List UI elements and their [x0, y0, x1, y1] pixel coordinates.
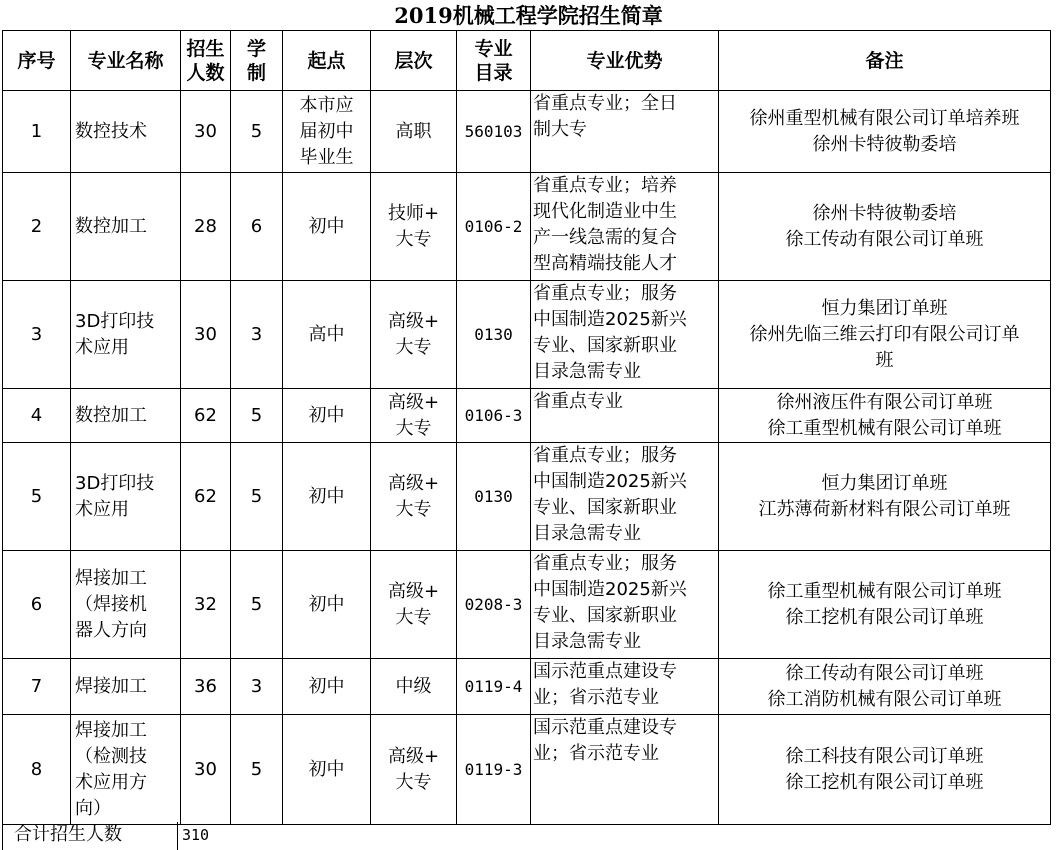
header-cell: [719, 31, 1051, 91]
cell-count: 30: [181, 281, 231, 389]
cell-line: 徐工挖机有限公司订单班: [785, 771, 984, 793]
cell-line: 省重点专业；培养: [533, 175, 677, 196]
cell-line: 专业、国家新职业: [533, 605, 677, 626]
cell-start: [283, 281, 371, 389]
cell-level: [371, 551, 457, 659]
cell-line: 大专: [395, 228, 432, 250]
cell-line: 目录急需专业: [533, 361, 641, 382]
cell-note: [719, 389, 1051, 443]
cell-line: 省重点专业；服务: [533, 445, 677, 466]
cell-no: 6: [3, 551, 71, 659]
header-cell: [371, 31, 457, 91]
table-row: [3, 443, 1051, 551]
cell-line: 徐工重型机械有限公司订单班: [767, 417, 1002, 439]
cell-years: 5: [231, 389, 283, 443]
cell-line: 毕业生: [299, 146, 354, 168]
cell-code: 0106-2: [457, 173, 531, 281]
admissions-table: [2, 30, 1051, 825]
cell-line: 徐工消防机械有限公司订单班: [767, 688, 1002, 710]
cell-line: 现代化制造业中生: [533, 201, 677, 222]
header-cell: [3, 31, 71, 91]
table-row: [3, 659, 1051, 715]
header-text: 专业: [474, 37, 513, 60]
cell-line: 技师+: [387, 202, 440, 224]
cell-line: （焊接机: [75, 593, 147, 615]
cell-no: 2: [3, 173, 71, 281]
cell-no: 5: [3, 443, 71, 551]
cell-line: 徐州重型机械有限公司订单培养班: [749, 107, 1020, 129]
cell-years: 5: [231, 715, 283, 825]
cell-line: 大专: [395, 771, 432, 793]
cell-count: 28: [181, 173, 231, 281]
table-row: [3, 91, 1051, 173]
header-text: 序号: [17, 49, 56, 72]
cell-line: 本市应: [299, 94, 354, 116]
cell-line: 专业、国家新职业: [533, 497, 677, 518]
cell-start: [283, 551, 371, 659]
cell-note: [719, 659, 1051, 715]
cell-line: 高级+: [387, 472, 440, 494]
cell-years: 6: [231, 173, 283, 281]
cell-line: 高职: [395, 120, 432, 142]
cell-count: 62: [181, 389, 231, 443]
cell-line: 徐工科技有限公司订单班: [785, 745, 984, 767]
cell-note: [719, 715, 1051, 825]
cell-no: 4: [3, 389, 71, 443]
cell-start: [283, 173, 371, 281]
cell-line: 3D打印技: [75, 472, 155, 494]
table-row: [3, 551, 1051, 659]
cell-line: 大专: [395, 498, 432, 520]
cell-line: 业；省示范专业: [533, 743, 659, 764]
cell-line: 初中: [308, 485, 345, 507]
cell-code: 0208-3: [457, 551, 531, 659]
cell-line: 省重点专业: [533, 391, 623, 412]
cell-line: 高级+: [387, 310, 440, 332]
cell-level: [371, 389, 457, 443]
cell-line: 向）: [75, 797, 111, 819]
cell-line: 中国制造2025新兴: [533, 579, 687, 600]
table-row: [3, 173, 1051, 281]
header-cell: [231, 31, 283, 91]
cell-line: 术应用方: [75, 771, 147, 793]
cell-note: [719, 551, 1051, 659]
cell-code: 0119-4: [457, 659, 531, 715]
cell-level: [371, 443, 457, 551]
cell-no: 3: [3, 281, 71, 389]
cell-count: 30: [181, 91, 231, 173]
cell-line: 初中: [308, 215, 345, 237]
cell-count: 36: [181, 659, 231, 715]
cell-line: 徐州卡特彼勒委培: [812, 202, 957, 224]
cell-note: [719, 443, 1051, 551]
cell-line: 届初中: [299, 120, 354, 142]
cell-line: 目录急需专业: [533, 523, 641, 544]
cell-no: 8: [3, 715, 71, 825]
cell-name: [71, 281, 181, 389]
header-text: 层次: [394, 49, 433, 72]
total-row: [0, 822, 1057, 850]
cell-line: 焊接加工: [75, 567, 147, 589]
cell-name: [71, 389, 181, 443]
cell-line: 3D打印技: [75, 310, 155, 332]
cell-line: 焊接加工: [75, 719, 147, 741]
cell-adv: [531, 91, 719, 173]
cell-line: 数控技术: [75, 120, 147, 142]
cell-line: 高级+: [387, 580, 440, 602]
header-cell: [71, 31, 181, 91]
cell-code: 0130: [457, 443, 531, 551]
cell-name: [71, 659, 181, 715]
cell-level: [371, 173, 457, 281]
cell-years: 5: [231, 91, 283, 173]
cell-line: 数控加工: [75, 215, 147, 237]
cell-line: 徐州先临三维云打印有限公司订单: [749, 323, 1020, 345]
cell-code: 560103: [457, 91, 531, 173]
cell-years: 5: [231, 443, 283, 551]
cell-name: [71, 91, 181, 173]
header-cell: [531, 31, 719, 91]
header-text: 备注: [865, 49, 904, 72]
cell-line: 初中: [308, 675, 345, 697]
cell-line: 徐工挖机有限公司订单班: [785, 606, 984, 628]
cell-line: 初中: [308, 593, 345, 615]
table-row: [3, 715, 1051, 825]
cell-years: 5: [231, 551, 283, 659]
cell-adv: [531, 659, 719, 715]
cell-name: [71, 551, 181, 659]
header-cell: [283, 31, 371, 91]
cell-note: [719, 91, 1051, 173]
header-text: 制: [246, 61, 266, 84]
total-value: 310: [182, 826, 210, 844]
cell-line: 器人方向: [75, 619, 147, 641]
cell-line: 徐州液压件有限公司订单班: [776, 391, 993, 413]
cell-line: 术应用: [75, 336, 129, 358]
cell-line: 制大专: [533, 119, 587, 140]
header-text: 起点: [307, 49, 346, 72]
cell-line: 恒力集团订单班: [821, 472, 948, 494]
cell-line: 徐州卡特彼勒委培: [812, 133, 957, 155]
cell-adv: [531, 173, 719, 281]
header-text: 目录: [474, 61, 513, 84]
cell-line: 国示范重点建设专: [533, 717, 677, 738]
cell-start: [283, 389, 371, 443]
header-cell: [181, 31, 231, 91]
cell-line: 大专: [395, 606, 432, 628]
header-text: 人数: [186, 61, 225, 84]
cell-line: 中国制造2025新兴: [533, 309, 687, 330]
cell-level: [371, 715, 457, 825]
cell-line: 高中: [308, 323, 345, 345]
cell-line: 焊接加工: [75, 675, 147, 697]
cell-line: 目录急需专业: [533, 631, 641, 652]
cell-line: 省重点专业；服务: [533, 283, 677, 304]
header-text: 学: [246, 37, 266, 60]
cell-no: 1: [3, 91, 71, 173]
table-row: [3, 389, 1051, 443]
header-text: 招生: [186, 37, 225, 60]
cell-adv: [531, 443, 719, 551]
cell-line: 产一线急需的复合: [533, 227, 677, 248]
cell-level: [371, 659, 457, 715]
cell-adv: [531, 281, 719, 389]
cell-line: 恒力集团订单班: [821, 297, 948, 319]
cell-name: [71, 443, 181, 551]
cell-years: 3: [231, 281, 283, 389]
cell-start: [283, 715, 371, 825]
cell-line: 初中: [308, 404, 345, 426]
header-text: 专业优势: [586, 49, 663, 72]
cell-count: 32: [181, 551, 231, 659]
cell-code: 0119-3: [457, 715, 531, 825]
cell-level: [371, 91, 457, 173]
cell-line: 国示范重点建设专: [533, 661, 677, 682]
cell-line: 徐工重型机械有限公司订单班: [767, 580, 1002, 602]
header-cell: [457, 31, 531, 91]
cell-code: 0106-3: [457, 389, 531, 443]
cell-line: 省重点专业；服务: [533, 553, 677, 574]
cell-line: 型高精端技能人才: [533, 253, 677, 274]
cell-count: 62: [181, 443, 231, 551]
cell-line: 大专: [395, 336, 432, 358]
cell-name: [71, 715, 181, 825]
cell-line: 专业、国家新职业: [533, 335, 677, 356]
cell-start: [283, 443, 371, 551]
cell-years: 3: [231, 659, 283, 715]
total-label: 合计招生人数: [14, 824, 122, 845]
cell-line: 徐工传动有限公司订单班: [785, 662, 984, 684]
cell-line: 中国制造2025新兴: [533, 471, 687, 492]
cell-line: 高级+: [387, 745, 440, 767]
cell-note: [719, 281, 1051, 389]
cell-count: 30: [181, 715, 231, 825]
cell-line: 初中: [308, 758, 345, 780]
cell-note: [719, 173, 1051, 281]
header-text: 专业名称: [87, 49, 164, 72]
header-row: [3, 31, 1051, 91]
cell-name: [71, 173, 181, 281]
cell-line: 班: [875, 349, 894, 371]
cell-line: 业；省示范专业: [533, 687, 659, 708]
cell-line: 数控加工: [75, 404, 147, 426]
cell-line: 江苏薄荷新材料有限公司订单班: [758, 498, 1011, 520]
cell-adv: [531, 389, 719, 443]
cell-line: 中级: [395, 675, 432, 697]
cell-line: 高级+: [387, 391, 440, 413]
cell-line: 徐工传动有限公司订单班: [785, 228, 984, 250]
cell-level: [371, 281, 457, 389]
cell-no: 7: [3, 659, 71, 715]
cell-code: 0130: [457, 281, 531, 389]
cell-adv: [531, 715, 719, 825]
cell-line: 省重点专业；全日: [533, 93, 677, 114]
cell-start: [283, 91, 371, 173]
cell-adv: [531, 551, 719, 659]
cell-line: 术应用: [75, 498, 129, 520]
table-row: [3, 281, 1051, 389]
cell-start: [283, 659, 371, 715]
cell-line: 大专: [395, 417, 432, 439]
page-title: 2019机械工程学院招生简章: [394, 3, 663, 28]
cell-line: （检测技: [75, 745, 147, 767]
